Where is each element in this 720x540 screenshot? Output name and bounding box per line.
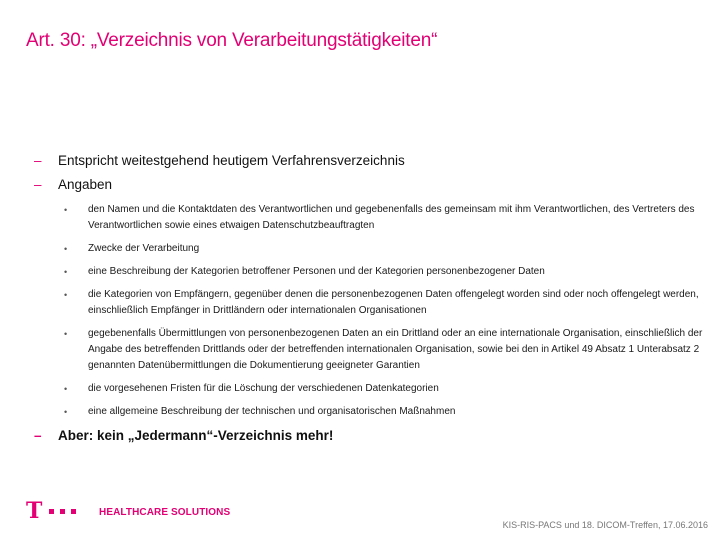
slide-content [34, 153, 714, 443]
bullet-marker: • [64, 205, 68, 215]
list-item [64, 326, 714, 374]
list-item-text: Zwecke der Verarbeitung [88, 243, 200, 254]
point-text: Angaben [58, 177, 113, 192]
list-item [64, 287, 714, 319]
list-item [64, 241, 714, 257]
point-1 [34, 153, 714, 168]
subpoint-list [64, 202, 714, 420]
point-text: Entspricht weitestgehend heutigem Verfahrensverzeichnis [58, 153, 405, 168]
dot-icon [60, 509, 65, 514]
list-item-text: eine Beschreibung der Kategorien betroffener Personen und der Kategorien personenbezogener Daten [88, 266, 545, 277]
list-item-text: den Namen und die Kontaktdaten des Verantwortlichen und gegebenenfalls des gemeinsam mit ihm Verantwortlichen, des Vertreters des Verantwortlichen sowie eines etwaigen Datenschutzbeauftragten [88, 204, 695, 231]
bullet-marker: • [64, 244, 68, 254]
dash-marker: – [34, 428, 42, 443]
list-item [64, 381, 714, 397]
slide-title: Art. 30: „Verzeichnis von Verarbeitungstätigkeiten“ [26, 30, 438, 51]
closing-point [34, 428, 714, 443]
dash-marker: – [34, 153, 42, 168]
list-item [64, 404, 714, 420]
dot-icon [49, 509, 54, 514]
list-item-text: gegebenenfalls Übermittlungen von personenbezogenen Daten an ein Drittland oder an eine internationale Organisation, einschließlich der Angabe des betreffenden Drittlands oder der betreffenden internationalen Organisation, sowie bei den in Artikel 49 Absatz 1 Unterabsatz 2 genannten Datenübermittlungen die Dokumentierung geeigneter Garantien [88, 328, 703, 371]
list-item-text: die Kategorien von Empfängern, gegenüber denen die personenbezogenen Daten offengelegt worden sind oder noch offengelegt werden, einschließlich Empfänger in Drittländern oder internationalen Organisationen [88, 289, 699, 316]
footer-event-text: KIS-RIS-PACS und 18. DICOM-Treffen, 17.06.2016 [502, 520, 708, 530]
dash-marker: – [34, 177, 42, 192]
bullet-marker: • [64, 290, 68, 300]
point-2 [34, 177, 714, 192]
logo-dots [49, 509, 76, 514]
list-item-text: die vorgesehenen Fristen für die Löschung der verschiedenen Datenkategorien [88, 383, 439, 394]
bullet-marker: • [64, 407, 68, 417]
bullet-marker: • [64, 384, 68, 394]
t-logo-icon: T [26, 498, 43, 524]
telekom-logo [26, 500, 76, 522]
bullet-marker: • [64, 267, 68, 277]
list-item [64, 264, 714, 280]
list-item [64, 202, 714, 234]
list-item-text: eine allgemeine Beschreibung der technischen und organisatorischen Maßnahmen [88, 406, 456, 417]
closing-text: Aber: kein „Jedermann“-Verzeichnis mehr! [58, 428, 334, 443]
dot-icon [71, 509, 76, 514]
bullet-marker: • [64, 329, 68, 339]
brand-name: HEALTHCARE SOLUTIONS [99, 507, 231, 518]
